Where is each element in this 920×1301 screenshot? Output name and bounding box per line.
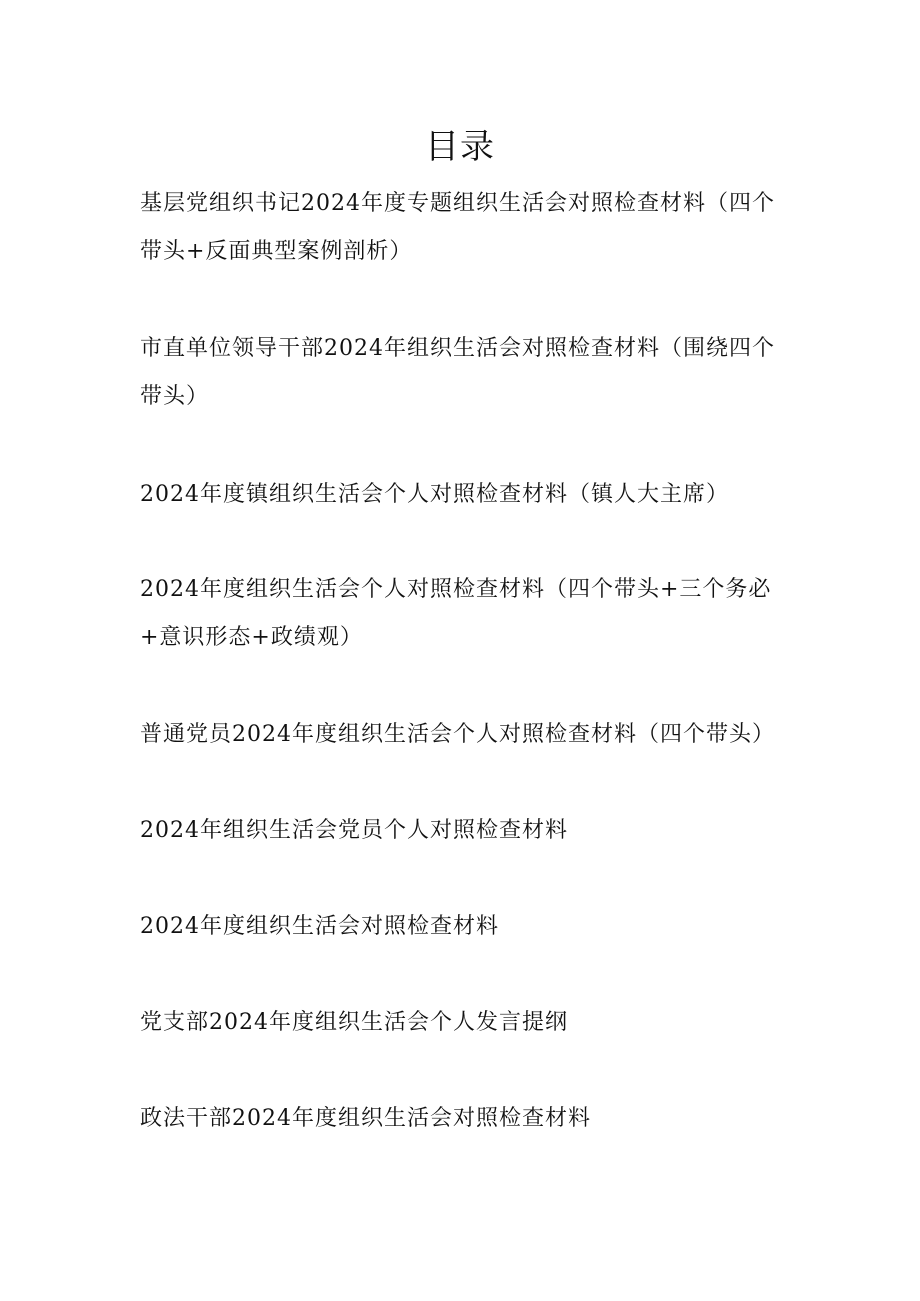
toc-item-7[interactable]: 2024年度组织生活会对照检查材料 [140,914,499,939]
page-title: 目录 [425,127,495,167]
toc-item-8[interactable]: 党支部2024年度组织生活会个人发言提纲 [140,1010,568,1035]
toc-item-1[interactable]: 基层党组织书记2024年度专题组织生活会对照检查材料（四个带头+反面典型案例剖析） [140,191,775,264]
toc-item-2[interactable]: 市直单位领导干部2024年组织生活会对照检查材料（围绕四个带头） [140,336,775,409]
toc-item-4[interactable]: 2024年度组织生活会个人对照检查材料（四个带头+三个务必+意识形态+政绩观） [140,577,772,650]
toc-item-6[interactable]: 2024年组织生活会党员个人对照检查材料 [140,818,568,843]
toc-item-9[interactable]: 政法干部2024年度组织生活会对照检查材料 [140,1106,591,1131]
toc-item-5[interactable]: 普通党员2024年度组织生活会个人对照检查材料（四个带头） [140,722,775,747]
toc-item-3[interactable]: 2024年度镇组织生活会个人对照检查材料（镇人大主席） [140,482,729,507]
